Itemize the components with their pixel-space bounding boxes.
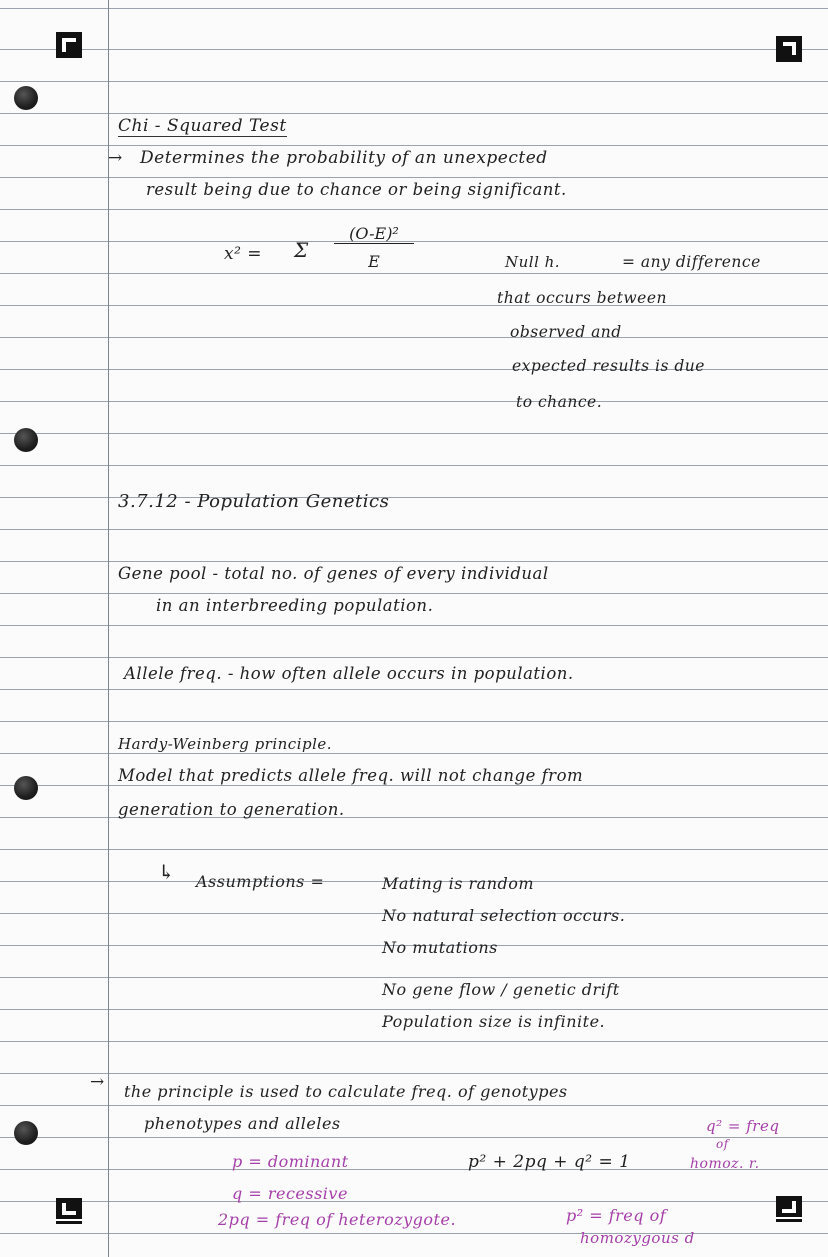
allele-freq-line: Allele freq. - how often allele occurs in population. [124,664,574,683]
assumption-item: No mutations [382,938,498,957]
p-definition: p = dominant [232,1152,349,1171]
q2-note: q² = freq [706,1117,780,1135]
scan-marker-icon [56,32,82,58]
gene-pool-line-1: Gene pool - total no. of genes of every individual [118,564,549,583]
principle-line-1: the principle is used to calculate freq. of genotypes [124,1082,568,1101]
null-h-label: Null h. [505,253,561,271]
hw-line-2: generation to generation. [118,800,345,819]
q2-note-homoz: homoz. r. [690,1156,760,1172]
hw-line-1: Model that predicts allele freq. will not change from [118,766,584,785]
scan-marker-icon [776,1196,802,1222]
q-definition: q = recessive [232,1184,348,1203]
assumptions-label: Assumptions = [196,872,325,891]
chi-line-1: Determines the probability of an unexpected [140,148,548,168]
chi-line-2: result being due to chance or being significant. [146,180,567,199]
arrow-icon: → [90,1072,105,1092]
assumption-item: No gene flow / genetic drift [382,980,620,999]
q2-note-of: of [716,1137,729,1151]
binder-hole [14,776,38,800]
binder-hole [14,1121,38,1145]
section-heading: 3.7.12 - Population Genetics [118,491,390,512]
gene-pool-line-2: in an interbreeding population. [156,596,434,615]
p2-definition-1: p² = freq of [566,1206,667,1225]
null-h-line-3: observed and [510,323,622,341]
principle-line-2: phenotypes and alleles [144,1114,341,1133]
sigma-symbol: Σ [294,238,309,262]
scan-marker-icon [776,36,802,62]
null-h-line-2: that occurs between [497,289,667,307]
null-h-line-1: = any difference [622,253,761,271]
formula-lhs: x² = [224,244,263,264]
null-h-line-5: to chance. [516,393,603,411]
2pq-definition: 2pq = freq of heterozygote. [218,1210,457,1229]
formula-numerator: (O-E)² [334,224,414,244]
formula-denominator: E [368,252,380,271]
hw-title: Hardy-Weinberg principle. [118,735,333,753]
scan-marker-icon [56,1198,82,1224]
return-arrow-icon: ↳ [158,860,176,884]
assumption-item: Population size is infinite. [382,1012,606,1031]
chi-title: Chi - Squared Test [118,116,287,136]
binder-hole [14,428,38,452]
hw-equation: p² + 2pq + q² = 1 [468,1152,631,1172]
assumption-item: No natural selection occurs. [382,906,626,925]
margin-line [108,0,109,1257]
binder-hole [14,86,38,110]
null-h-line-4: expected results is due [512,357,705,375]
p2-definition-2: homozygous d [580,1229,695,1247]
arrow-icon: → [108,148,123,168]
assumption-item: Mating is random [382,874,535,893]
